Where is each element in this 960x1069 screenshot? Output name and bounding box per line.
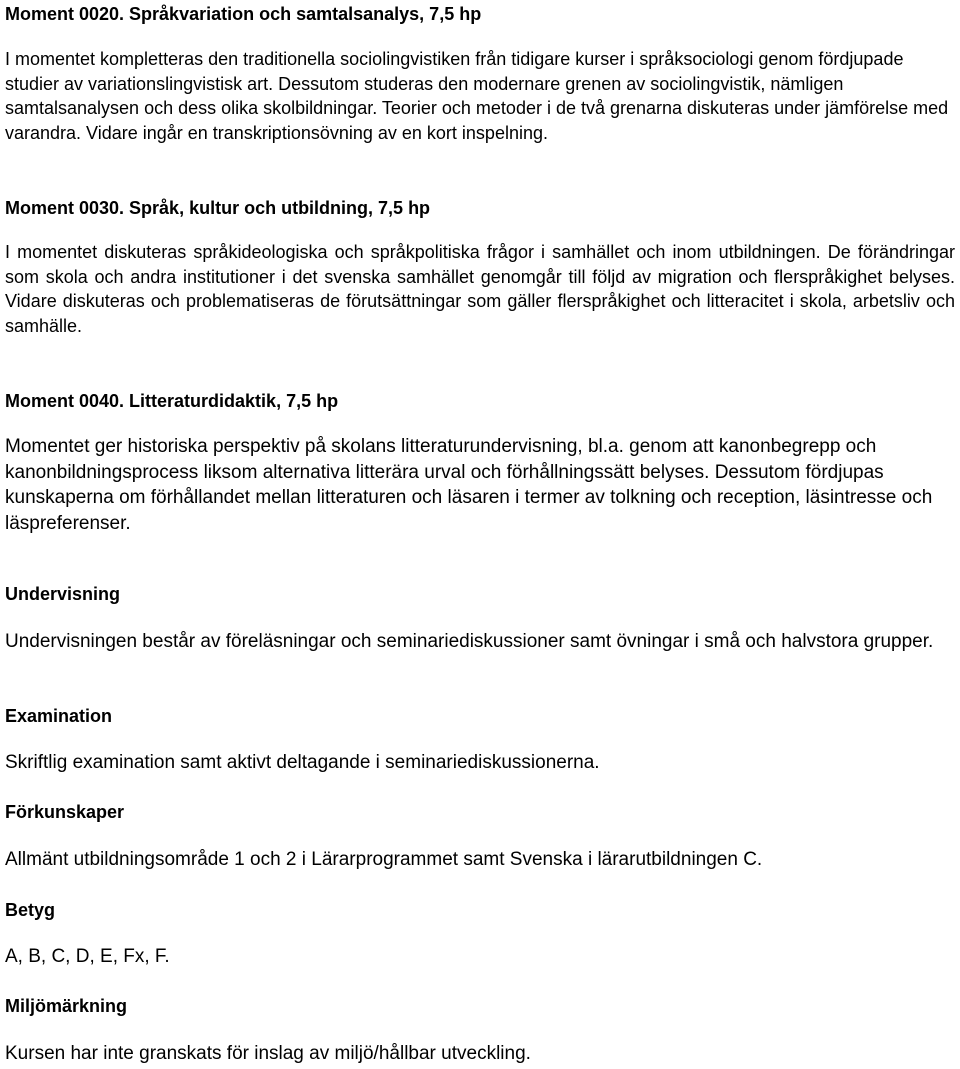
moment-0040-body: Momentet ger historiska perspektiv på skolans litteraturundervisning, bl.a. genom att kanonbegrepp och kanonbildningsprocess liksom alternativa litterära urval och förhållningssätt belyses. Dessutom fördjupas kunskaperna om förhållandet mellan litteraturen och läsaren i termer av tolkning och reception, läsintresse och läspreferenser. (5, 436, 933, 534)
moment-0020-body: I momentet kompletteras den traditionella sociolingvistiken från tidigare kurser i språksociologi genom fördjupade studier av variationslingvistisk art. Dessutom studeras den modernare grenen av sociolingvistik, nämligen samtalsanalysen och dess olika skolbildningar. Teorier och metoder i de två grenarna diskuteras under jämförelse med varandra. Vidare ingår en transkriptionsövning av en kort inspelning. (5, 49, 949, 143)
moment-0020-heading: Moment 0020. Språkvariation och samtalsanalys, 7,5 hp (5, 4, 482, 24)
undervisning-body: Undervisningen består av föreläsningar och seminariediskussioner samt övningar i små och halvstora grupper. (5, 631, 934, 652)
examination-body: Skriftlig examination samt aktivt deltagande i seminariediskussionerna. (5, 752, 600, 773)
forkunskaper-body: Allmänt utbildningsområde 1 och 2 i Lärarprogrammet samt Svenska i lärarutbildningen C. (5, 849, 763, 870)
betyg-heading: Betyg (5, 900, 56, 920)
examination-heading: Examination (5, 706, 113, 726)
miljomarkning-heading: Miljömärkning (5, 996, 128, 1016)
moment-0030-body: I momentet diskuteras språkideologiska och språkpolitiska frågor i samhället och inom utbildningen. De förändringar som skola och andra institutioner i det svenska samhället genomgår till följd av migration och flerspråkighet belyses. Vidare diskuteras och problematiseras de förutsättningar som gäller flerspråkighet och litteracitet i skola, arbetsliv och samhälle. (5, 242, 955, 336)
moment-0040-heading: Moment 0040. Litteraturdidaktik, 7,5 hp (5, 391, 339, 411)
betyg-body: A, B, C, D, E, Fx, F. (5, 946, 170, 967)
moment-0030-heading: Moment 0030. Språk, kultur och utbildning, 7,5 hp (5, 198, 431, 218)
forkunskaper-heading: Förkunskaper (5, 802, 125, 822)
miljomarkning-body: Kursen har inte granskats för inslag av miljö/hållbar utveckling. (5, 1043, 531, 1064)
undervisning-heading: Undervisning (5, 584, 121, 604)
